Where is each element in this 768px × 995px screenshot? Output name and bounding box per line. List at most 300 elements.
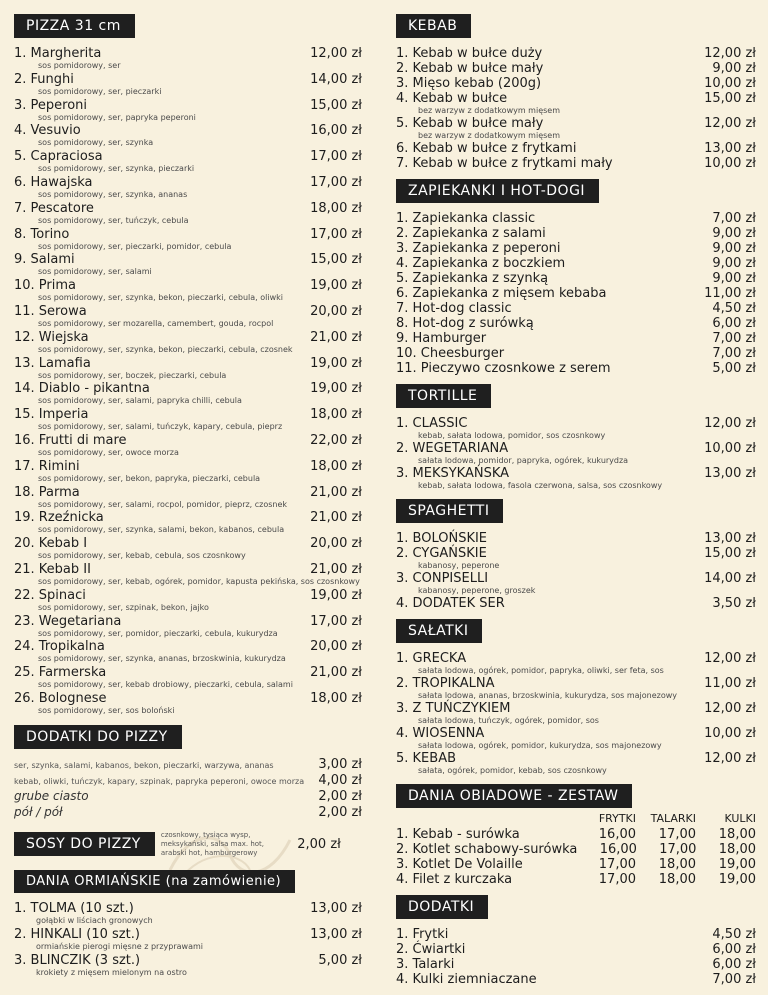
menu-item (14, 330, 362, 356)
menu-item-row (14, 407, 362, 422)
item-name: 6. Hawajska (14, 174, 93, 190)
item-name: 7. Kebab w bułce z frytkami mały (396, 156, 613, 171)
item-name: 4. Kulki ziemniaczane (396, 972, 537, 987)
item-price: 6,00 zł (712, 942, 756, 957)
menu-item-row (14, 665, 362, 680)
menu-item (396, 942, 756, 957)
item-name: 20. Kebab I (14, 536, 88, 552)
item-name: 2. WEGETARIANA (396, 441, 509, 456)
menu-item (14, 510, 362, 536)
menu-item-row (396, 466, 756, 481)
item-name: 2. Ćwiartki (396, 942, 466, 957)
menu-item-row (396, 751, 756, 766)
lunch-sets-column-headers (396, 812, 756, 825)
extra-line (14, 773, 362, 789)
item-name: 1. Kebab w bułce duży (396, 46, 543, 61)
item-price: 21,00 zł (310, 510, 362, 526)
casseroles-header: ZAPIEKANKI I HOT-DOGI (396, 179, 599, 203)
menu-item-row (396, 346, 756, 361)
item-price: 4,50 zł (712, 927, 756, 942)
menu-item-row (396, 91, 756, 106)
item-price: 19,00 zł (310, 587, 362, 603)
menu-item-row (14, 330, 362, 345)
item-description: sałata lodowa, tuńczyk, ogórek, pomidor, sos (418, 716, 599, 725)
item-price: 21,00 zł (310, 329, 362, 345)
pizza-section (14, 14, 362, 717)
table-row (396, 827, 756, 842)
menu-item-row (396, 241, 756, 256)
pizza-sauces-description: czosnkowy, tysiąca wysp, meksykański, salsa max. hot, arabski hot, hamburgerowy (160, 830, 265, 857)
menu-item-row (14, 252, 362, 267)
menu-item (14, 381, 362, 407)
item-description: sos pomidorowy, ser, szpinak, bekon, jajko (38, 602, 209, 612)
menu-item (14, 536, 362, 562)
menu-item-row (396, 61, 756, 76)
item-price: 9,00 zł (712, 241, 756, 256)
tortillas-list (396, 416, 756, 491)
extra-text: grube ciasto (14, 788, 89, 803)
menu-item-row (396, 76, 756, 91)
item-description: sos pomidorowy, ser, salami (38, 267, 152, 277)
menu-item-row (396, 571, 756, 586)
dish-price-cell: 17,00 (598, 872, 636, 887)
item-price: 13,00 zł (704, 141, 756, 156)
item-price: 5,00 zł (318, 952, 362, 968)
pizza-extras-section (14, 725, 362, 821)
sides-header: DODATKI (396, 895, 488, 919)
dish-price-cell: 17,00 (658, 827, 696, 842)
item-price: 9,00 zł (712, 271, 756, 286)
extra-price: 3,00 zł (318, 756, 362, 772)
menu-item (396, 116, 756, 141)
item-name: 8. Hot-dog z surówką (396, 316, 534, 331)
menu-item-row (396, 331, 756, 346)
column-header: TALARKI (650, 812, 696, 825)
casseroles-section (396, 179, 756, 376)
item-description: kabanosy, peperone (418, 561, 500, 570)
item-price: 9,00 zł (712, 256, 756, 271)
item-name: 10. Cheesburger (396, 346, 505, 361)
menu-item-row (14, 356, 362, 371)
item-price: 18,00 zł (310, 690, 362, 706)
menu-item (396, 466, 756, 491)
menu-item (14, 227, 362, 253)
item-price: 10,00 zł (704, 726, 756, 741)
menu-item-row (396, 156, 756, 171)
menu-item (14, 639, 362, 665)
item-price: 13,00 zł (704, 531, 756, 546)
item-price: 12,00 zł (310, 46, 362, 61)
menu-item (14, 123, 362, 149)
item-description: sos pomidorowy, ser, salami, papryka chilli, cebula (38, 396, 242, 406)
menu-item-row (396, 271, 756, 286)
item-name: 22. Spinaci (14, 587, 86, 603)
menu-item-row (396, 972, 756, 987)
sides-list (396, 927, 756, 987)
menu-item-row (396, 726, 756, 741)
menu-item (396, 441, 756, 466)
menu-item (14, 901, 362, 927)
item-name: 18. Parma (14, 484, 80, 500)
item-description: sos pomidorowy, ser, kebab, ogórek, pomidor, kapusta pekińska, sos czosnkowy (38, 576, 360, 586)
item-description: sos pomidorowy, ser, szynka, pieczarki (38, 164, 195, 174)
menu-item-row (14, 278, 362, 293)
menu-item-row (396, 651, 756, 666)
item-price: 12,00 zł (704, 416, 756, 431)
table-row (396, 872, 756, 887)
item-name: 1. Zapiekanka classic (396, 211, 536, 226)
item-price: 18,00 zł (310, 200, 362, 216)
item-name: 4. Zapiekanka z boczkiem (396, 256, 566, 271)
menu-item-row (14, 98, 362, 113)
item-name: 12. Wiejska (14, 329, 89, 345)
armenian-list (14, 901, 362, 979)
pizza-extras-list (14, 757, 362, 821)
item-price: 20,00 zł (310, 536, 362, 552)
lunch-sets-table (396, 827, 756, 887)
item-name: 4. Kebab w bułce (396, 91, 508, 106)
item-description: sos pomidorowy, ser, szynka, bekon, pieczarki, cebula, czosnek (38, 344, 293, 354)
menu-item (14, 149, 362, 175)
item-name: 21. Kebab II (14, 561, 91, 577)
item-price: 18,00 zł (310, 407, 362, 423)
extra-line (14, 789, 362, 805)
menu-item-row (396, 116, 756, 131)
item-description: sałata lodowa, ananas, brzoskwinia, kukurydza, sos majonezowy (418, 691, 678, 700)
salads-header: SAŁATKI (396, 619, 482, 643)
item-price: 17,00 zł (310, 149, 362, 165)
sides-section (396, 895, 756, 987)
right-column (396, 14, 756, 995)
menu-item (14, 278, 362, 304)
item-description: krokiety z mięsem mielonym na ostro (36, 967, 187, 977)
menu-item (396, 286, 756, 301)
menu-item-row (14, 927, 362, 942)
item-price: 22,00 zł (310, 432, 362, 448)
item-price: 21,00 zł (310, 484, 362, 500)
menu-item-row (14, 953, 362, 968)
menu-item (396, 46, 756, 61)
item-price: 11,00 zł (704, 286, 756, 301)
extra-price: 4,00 zł (318, 772, 362, 788)
item-price: 17,00 zł (310, 226, 362, 242)
item-description: sos pomidorowy, ser, szynka, ananas (38, 189, 188, 199)
menu-item-row (396, 942, 756, 957)
menu-item (396, 751, 756, 776)
dish-price-cell: 19,00 (718, 872, 756, 887)
item-name: 5. Kebab w bułce mały (396, 116, 544, 131)
pizza-extras-header: DODATKI DO PIZZY (14, 725, 182, 749)
item-name: 6. Kebab w bułce z frytkami (396, 141, 577, 156)
menu-item-row (14, 433, 362, 448)
item-name: 2. Funghi (14, 71, 74, 87)
item-description: sos pomidorowy, ser, szynka, bekon, pieczarki, cebula, oliwki (38, 293, 283, 303)
item-price: 13,00 zł (310, 900, 362, 916)
item-description: sos pomidorowy, ser, pieczarki, pomidor, cebula (38, 241, 232, 251)
column-header: FRYTKI (598, 812, 636, 825)
item-name: 10. Prima (14, 278, 77, 294)
menu-item-row (14, 536, 362, 551)
menu-item (396, 596, 756, 611)
extra-price: 2,00 zł (318, 804, 362, 820)
item-description: sos pomidorowy, ser, pieczarki (38, 86, 162, 96)
item-price: 6,00 zł (712, 316, 756, 331)
menu-item-row (396, 226, 756, 241)
extra-text: ser, szynka, salami, kabanos, bekon, pieczarki, warzywa, ananas (14, 760, 274, 770)
item-description: kebab, sałata lodowa, pomidor, sos czosnkowy (418, 431, 606, 440)
kebab-section (396, 14, 756, 171)
lunch-sets-section (396, 784, 756, 887)
menu-item (14, 459, 362, 485)
menu-item (396, 361, 756, 376)
item-price: 3,50 zł (712, 596, 756, 611)
menu-item (396, 226, 756, 241)
menu-item (396, 61, 756, 76)
table-row (396, 842, 756, 857)
pizza-sauces-price: 2,00 zł (297, 836, 341, 852)
item-name: 4. Vesuvio (14, 123, 81, 139)
menu-item-row (396, 46, 756, 61)
item-name: 16. Frutti di mare (14, 432, 127, 448)
item-price: 5,00 zł (712, 361, 756, 376)
menu-item-row (14, 304, 362, 319)
menu-item-row (396, 316, 756, 331)
item-name: 2. HINKALI (10 szt.) (14, 926, 140, 942)
menu-item-row (396, 441, 756, 456)
dish-price-cell: 18,00 (718, 842, 756, 857)
item-price: 4,50 zł (712, 301, 756, 316)
menu-item-row (14, 691, 362, 706)
casseroles-list (396, 211, 756, 376)
item-description: sos pomidorowy, ser, sos boloński (38, 705, 175, 715)
menu-item (396, 271, 756, 286)
menu-item-row (396, 957, 756, 972)
menu-item-row (396, 531, 756, 546)
item-price: 20,00 zł (310, 303, 362, 319)
menu-item (14, 665, 362, 691)
pizza-sauces-header: SOSY DO PIZZY (14, 832, 155, 856)
column-header: KULKI (724, 812, 756, 825)
item-name: 1. Margherita (14, 46, 102, 61)
item-name: 19. Rzeźnicka (14, 510, 104, 526)
item-price: 13,00 zł (704, 466, 756, 481)
extra-text: kebab, oliwki, tuńczyk, kapary, szpinak, papryka peperoni, owoce morza (14, 776, 305, 786)
item-price: 9,00 zł (712, 226, 756, 241)
item-description: sos pomidorowy, ser, pomidor, pieczarki, cebula, kukurydza (38, 628, 278, 638)
dish-price-cell: 16,00 (598, 827, 636, 842)
menu-item (396, 301, 756, 316)
item-description: kebab, sałata lodowa, fasola czerwona, salsa, sos czosnkowy (418, 481, 663, 490)
item-name: 5. KEBAB (396, 751, 457, 766)
menu-item-row (14, 459, 362, 474)
dish-name: 1. Kebab - surówka (396, 827, 520, 842)
dish-price-cell: 18,00 (718, 827, 756, 842)
menu-item (396, 76, 756, 91)
item-description: sos pomidorowy, ser, owoce morza (38, 447, 179, 457)
item-description: sos pomidorowy, ser, szynka (38, 138, 154, 148)
item-name: 3. BLINCZIK (3 szt.) (14, 952, 141, 968)
dish-price-cell: 18,00 (658, 872, 696, 887)
menu-item (14, 252, 362, 278)
menu-item (396, 241, 756, 256)
item-price: 12,00 zł (704, 46, 756, 61)
menu-item-row (14, 175, 362, 190)
item-name: 5. Capraciosa (14, 149, 103, 165)
item-name: 2. Zapiekanka z salami (396, 226, 546, 241)
item-name: 2. Kebab w bułce mały (396, 61, 544, 76)
menu-item (14, 953, 362, 979)
menu-item-row (14, 639, 362, 654)
item-description: sos pomidorowy, ser, papryka peperoni (38, 112, 196, 122)
item-price: 12,00 zł (704, 701, 756, 716)
menu-item (396, 676, 756, 701)
item-price: 9,00 zł (712, 61, 756, 76)
item-name: 3. MEKSYKAŃSKA (396, 466, 510, 481)
menu-item (396, 316, 756, 331)
item-price: 14,00 zł (310, 71, 362, 87)
menu-item (396, 972, 756, 987)
menu-item (14, 175, 362, 201)
item-name: 3. Zapiekanka z peperoni (396, 241, 561, 256)
item-description: sos pomidorowy, ser mozarella, camembert, gouda, rocpol (38, 318, 274, 328)
menu-item (14, 356, 362, 382)
left-column (14, 14, 362, 987)
menu-item-row (14, 149, 362, 164)
item-price: 21,00 zł (310, 561, 362, 577)
item-description: sos pomidorowy, ser, tuńczyk, cebula (38, 215, 189, 225)
pizza-sauces-section (14, 831, 362, 858)
item-name: 25. Farmerska (14, 665, 107, 681)
item-name: 7. Hot-dog classic (396, 301, 512, 316)
item-price: 20,00 zł (310, 639, 362, 655)
menu-item (14, 433, 362, 459)
menu-item-row (14, 381, 362, 396)
item-name: 4. WIOSENNA (396, 726, 485, 741)
menu-item-row (14, 201, 362, 216)
menu-item (396, 256, 756, 271)
item-description: sos pomidorowy, ser, kebab, cebula, sos czosnkowy (38, 551, 246, 561)
tortillas-header: TORTILLE (396, 384, 491, 408)
spaghetti-header: SPAGHETTI (396, 499, 503, 523)
menu-item-row (396, 701, 756, 716)
spaghetti-section (396, 499, 756, 611)
menu-item (396, 211, 756, 226)
menu-item-row (396, 927, 756, 942)
menu-item (396, 141, 756, 156)
dish-price-cell: 18,00 (658, 857, 696, 872)
item-name: 1. GRECKA (396, 651, 467, 666)
dish-price-cell: 16,00 (599, 842, 637, 857)
item-name: 6. Zapiekanka z mięsem kebaba (396, 286, 607, 301)
menu-item-row (396, 546, 756, 561)
menu-item-row (14, 123, 362, 138)
item-price: 7,00 zł (712, 331, 756, 346)
item-name: 9. Salami (14, 252, 75, 268)
item-description: sałata, ogórek, pomidor, kebab, sos czosnkowy (418, 766, 607, 775)
item-name: 1. TOLMA (10 szt.) (14, 900, 134, 916)
item-description: bez warzyw z dodatkowym mięsem (418, 131, 561, 140)
item-name: 17. Rimini (14, 458, 80, 474)
lunch-sets-header: DANIA OBIADOWE - ZESTAW (396, 784, 632, 808)
menu-item (14, 72, 362, 98)
item-price: 12,00 zł (704, 751, 756, 766)
salads-section (396, 619, 756, 776)
item-price: 17,00 zł (310, 613, 362, 629)
menu-item (396, 416, 756, 441)
item-price: 21,00 zł (310, 665, 362, 681)
menu-item (14, 485, 362, 511)
item-price: 15,00 zł (310, 97, 362, 113)
tortillas-section (396, 384, 756, 491)
item-price: 14,00 zł (704, 571, 756, 586)
menu-item-row (14, 72, 362, 87)
item-description: sos pomidorowy, ser, kebab drobiowy, pieczarki, cebula, salami (38, 680, 293, 690)
menu-item (14, 304, 362, 330)
menu-item-row (14, 562, 362, 577)
item-price: 10,00 zł (704, 156, 756, 171)
item-price: 12,00 zł (704, 651, 756, 666)
menu-item (396, 651, 756, 676)
item-name: 2. CYGAŃSKIE (396, 546, 487, 561)
item-name: 3. Talarki (396, 957, 455, 972)
item-description: bez warzyw z dodatkowym mięsem (418, 106, 561, 115)
menu-item-row (14, 485, 362, 500)
menu-item (14, 98, 362, 124)
menu-item (14, 407, 362, 433)
item-description: ormiańskie pierogi mięsne z przyprawami (36, 941, 204, 951)
menu-item-row (396, 256, 756, 271)
item-name: 8. Torino (14, 226, 70, 242)
menu-item (396, 91, 756, 116)
menu-item (14, 562, 362, 588)
item-name: 13. Lamafia (14, 355, 91, 371)
dish-name: 3. Kotlet De Volaille (396, 857, 523, 872)
menu-item-row (396, 286, 756, 301)
menu-item (14, 927, 362, 953)
item-description: gołąbki w liściach gronowych (36, 915, 153, 925)
item-price: 15,00 zł (704, 546, 756, 561)
item-price: 19,00 zł (310, 381, 362, 397)
dish-name: 2. Kotlet schabowy-surówka (396, 842, 578, 857)
menu-item-row (396, 141, 756, 156)
item-name: 11. Serowa (14, 303, 87, 319)
item-name: 14. Diablo - pikantna (14, 381, 150, 397)
menu-item-row (14, 227, 362, 242)
menu-item (396, 346, 756, 361)
item-name: 23. Wegetariana (14, 613, 122, 629)
menu-item-row (14, 46, 362, 61)
dish-price-cell: 17,00 (598, 857, 636, 872)
item-name: 24. Tropikalna (14, 639, 105, 655)
extra-line (14, 805, 362, 821)
menu-item (396, 927, 756, 942)
item-price: 15,00 zł (704, 91, 756, 106)
item-price: 13,00 zł (310, 926, 362, 942)
item-name: 1. CLASSIC (396, 416, 468, 431)
item-name: 3. CONPISELLI (396, 571, 489, 586)
item-name: 9. Hamburger (396, 331, 487, 346)
menu-item-row (14, 901, 362, 916)
item-name: 3. Mięso kebab (200g) (396, 76, 542, 91)
item-description: sos pomidorowy, ser, szynka, salami, bekon, kabanos, cebula (38, 525, 285, 535)
table-row (396, 857, 756, 872)
pizza-list (14, 46, 362, 717)
item-name: 15. Imperia (14, 407, 89, 423)
item-name: 3. Z TUŃCZYKIEM (396, 701, 511, 716)
menu-item (396, 331, 756, 346)
item-price: 15,00 zł (310, 252, 362, 268)
item-price: 19,00 zł (310, 355, 362, 371)
